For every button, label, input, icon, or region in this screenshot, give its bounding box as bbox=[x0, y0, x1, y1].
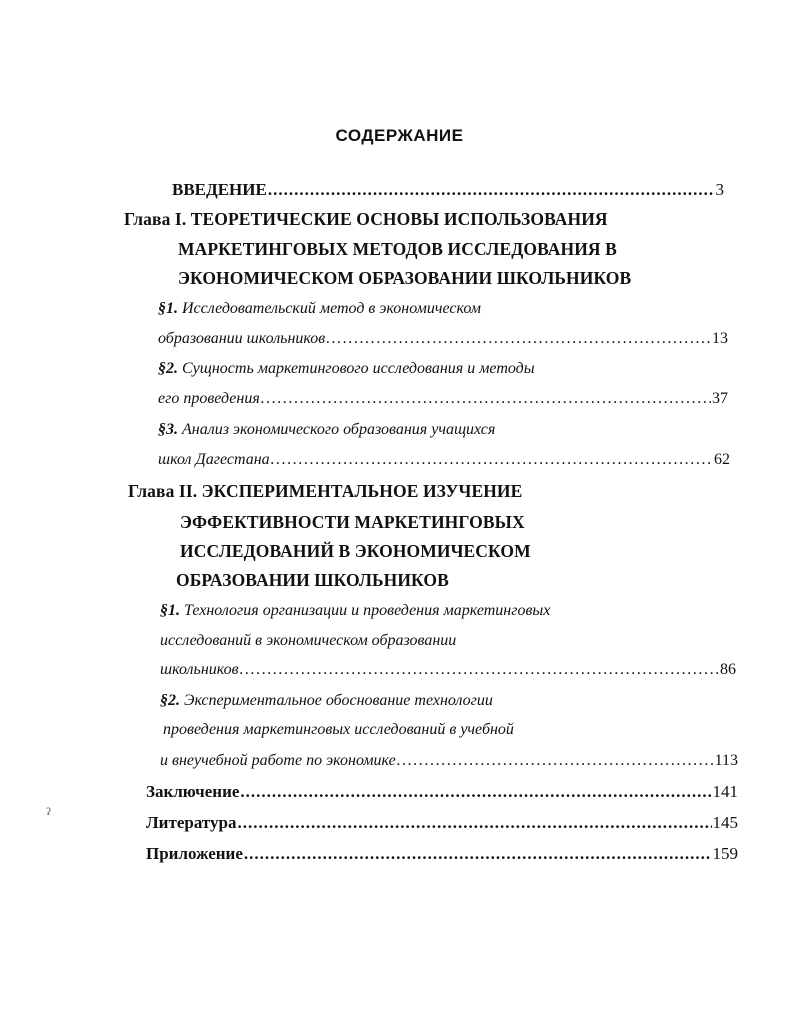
chapter-2-title-line-2: ЭФФЕКТИВНОСТИ МАРКЕТИНГОВЫХ bbox=[180, 512, 525, 532]
section-number: §2. bbox=[158, 360, 178, 377]
toc-leader-dots bbox=[397, 751, 714, 771]
toc-entry-label: его проведения bbox=[158, 390, 260, 407]
toc-entry-ch1-sec2[interactable] bbox=[158, 389, 728, 409]
section-number: §1. bbox=[158, 300, 178, 317]
chapter-1-section-2-heading bbox=[158, 359, 535, 379]
chapter-1-title-line-3: ЭКОНОМИЧЕСКОМ ОБРАЗОВАНИИ ШКОЛЬНИКОВ bbox=[178, 268, 632, 288]
section-number: §1. bbox=[160, 602, 180, 619]
toc-leader-dots bbox=[261, 389, 711, 409]
toc-page-number: 62 bbox=[714, 451, 730, 468]
toc-page-number: 86 bbox=[720, 661, 736, 678]
toc-entry-label: Приложение bbox=[146, 844, 243, 863]
toc-page-number: 159 bbox=[712, 844, 738, 863]
section-title: Технология организации и проведения маркетинговых bbox=[184, 602, 551, 619]
section-title: Анализ экономического образования учащихся bbox=[182, 421, 496, 438]
toc-entry-label: школ Дагестана bbox=[158, 451, 270, 468]
toc-leader-dots bbox=[268, 180, 715, 200]
toc-entry-intro[interactable] bbox=[172, 180, 724, 200]
page-title: СОДЕРЖАНИЕ bbox=[335, 126, 464, 145]
toc-leader-dots bbox=[240, 782, 711, 802]
toc-entry-conclusion[interactable] bbox=[146, 782, 738, 802]
section-number: §3. bbox=[158, 421, 178, 438]
toc-entry-label: ВВЕДЕНИЕ bbox=[172, 180, 267, 199]
toc-entry-literature[interactable] bbox=[146, 813, 738, 833]
toc-entry-ch1-sec3[interactable] bbox=[158, 450, 730, 470]
chapter-2-title-line-4: ОБРАЗОВАНИИ ШКОЛЬНИКОВ bbox=[176, 570, 449, 590]
toc-page-number: 3 bbox=[715, 180, 724, 199]
toc-page-number: 13 bbox=[712, 330, 728, 347]
toc-entry-label: образовании школьников bbox=[158, 330, 326, 347]
toc-page-number: 37 bbox=[712, 390, 728, 407]
chapter-2-title-line-1[interactable]: Глава II. ЭКСПЕРИМЕНТАЛЬНОЕ ИЗУЧЕНИЕ bbox=[128, 481, 523, 501]
toc-entry-label: и внеучебной работе по экономике bbox=[160, 752, 396, 769]
margin-mark: ʔ bbox=[46, 806, 51, 818]
chapter-2-section-2-line-2: проведения маркетинговых исследований в учебной bbox=[163, 721, 514, 738]
toc-entry-label: Заключение bbox=[146, 782, 240, 801]
chapter-2-section-1-line-2: исследований в экономическом образовании bbox=[160, 632, 457, 649]
toc-entry-ch2-sec2[interactable] bbox=[160, 751, 738, 771]
chapter-1-title-line-2: МАРКЕТИНГОВЫХ МЕТОДОВ ИССЛЕДОВАНИЯ В bbox=[178, 239, 617, 259]
toc-page-number: 113 bbox=[714, 752, 738, 769]
toc-page-number: 141 bbox=[712, 782, 738, 801]
toc-leader-dots bbox=[237, 813, 711, 833]
toc-page-number: 145 bbox=[712, 813, 738, 832]
chapter-1-section-1-heading bbox=[158, 299, 481, 319]
toc-entry-label: школьников bbox=[160, 661, 239, 678]
toc-entry-ch1-sec1[interactable] bbox=[158, 329, 728, 349]
section-title: Экспериментальное обоснование технологии bbox=[184, 692, 493, 709]
toc-leader-dots bbox=[326, 329, 711, 349]
toc-entry-appendix[interactable] bbox=[146, 844, 738, 864]
section-title: Исследовательский метод в экономическом bbox=[182, 300, 481, 317]
toc-leader-dots bbox=[271, 450, 713, 470]
toc-leader-dots bbox=[240, 660, 719, 680]
chapter-1-section-3-heading bbox=[158, 420, 495, 440]
toc-entry-label: Литература bbox=[146, 813, 237, 832]
chapter-2-section-1-heading bbox=[160, 601, 550, 621]
chapter-2-section-2-heading bbox=[160, 691, 493, 711]
section-number: §2. bbox=[160, 692, 180, 709]
toc-leader-dots bbox=[244, 844, 712, 864]
chapter-2-title-line-3: ИССЛЕДОВАНИЙ В ЭКОНОМИЧЕСКОМ bbox=[180, 541, 531, 561]
chapter-1-title-line-1[interactable]: Глава I. ТЕОРЕТИЧЕСКИЕ ОСНОВЫ ИСПОЛЬЗОВАНИЯ bbox=[124, 209, 608, 229]
section-title: Сущность маркетингового исследования и методы bbox=[182, 360, 535, 377]
toc-entry-ch2-sec1[interactable] bbox=[160, 660, 736, 680]
